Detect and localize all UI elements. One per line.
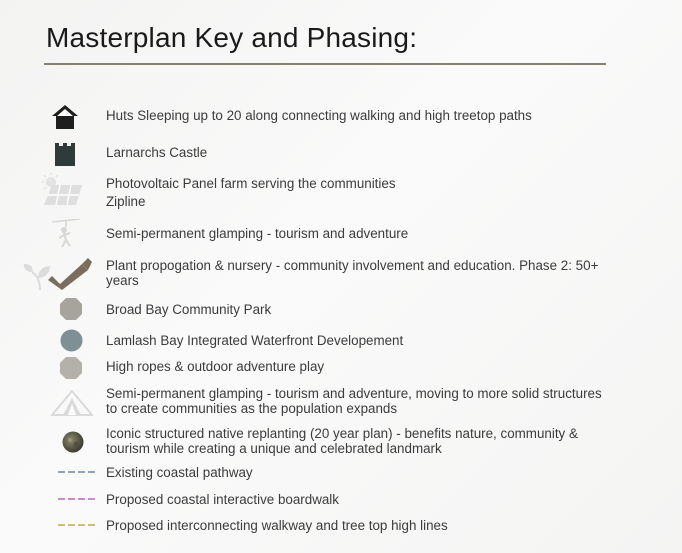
dash-line-pink-icon bbox=[58, 497, 98, 501]
legend-label-ropes: High ropes & outdoor adventure play bbox=[106, 359, 325, 374]
dash-line-blue-icon bbox=[58, 470, 98, 474]
page-title: Masterplan Key and Phasing: bbox=[46, 22, 418, 53]
legend-label-boardwalk: Proposed coastal interactive boardwalk bbox=[106, 492, 339, 507]
legend-label-solar: Photovoltaic Panel farm serving the communities bbox=[106, 176, 396, 191]
castle-icon bbox=[55, 143, 75, 166]
legend-label-glamping-structures: Semi-permanent glamping - tourism and adventure, moving to more solid structures to create communities as the population expands bbox=[106, 386, 602, 416]
legend-label-glamping: Semi-permanent glamping - tourism and adventure bbox=[106, 226, 409, 241]
legend-label-huts: Huts Sleeping up to 20 along connecting walking and high treetop paths bbox=[106, 108, 532, 123]
legend-label-native-replanting: Iconic structured native replanting (20 year plan) - benefits nature, community & tourism while creating a unique and celebrated landmark bbox=[106, 426, 578, 456]
tent-icon bbox=[51, 390, 93, 416]
legend-label-castle: Larnarchs Castle bbox=[106, 145, 208, 160]
legend-label-zipline: Zipline bbox=[106, 194, 146, 209]
native-planting-circle-icon bbox=[62, 431, 84, 453]
waterfront-circle-icon bbox=[60, 329, 83, 352]
legend-label-coastal-pathway: Existing coastal pathway bbox=[106, 465, 253, 480]
plant-trowel-icon bbox=[22, 256, 94, 292]
legend-label-waterfront: Lamlash Bay Integrated Waterfront Developement bbox=[106, 333, 404, 348]
legend-label-park: Broad Bay Community Park bbox=[106, 302, 272, 317]
legend-label-walkway: Proposed interconnecting walkway and tree top high lines bbox=[106, 518, 448, 533]
hut-icon bbox=[51, 103, 79, 131]
solar-panel-icon bbox=[38, 173, 84, 207]
title-underline bbox=[44, 63, 606, 65]
legend-label-nursery: Plant propogation & nursery - community involvement and education. Phase 2: 50+ years bbox=[106, 258, 599, 288]
dash-line-yellow-icon bbox=[58, 523, 98, 527]
ropes-octagon-icon bbox=[59, 356, 83, 380]
zipline-person-icon bbox=[52, 219, 80, 249]
park-octagon-icon bbox=[59, 297, 83, 321]
